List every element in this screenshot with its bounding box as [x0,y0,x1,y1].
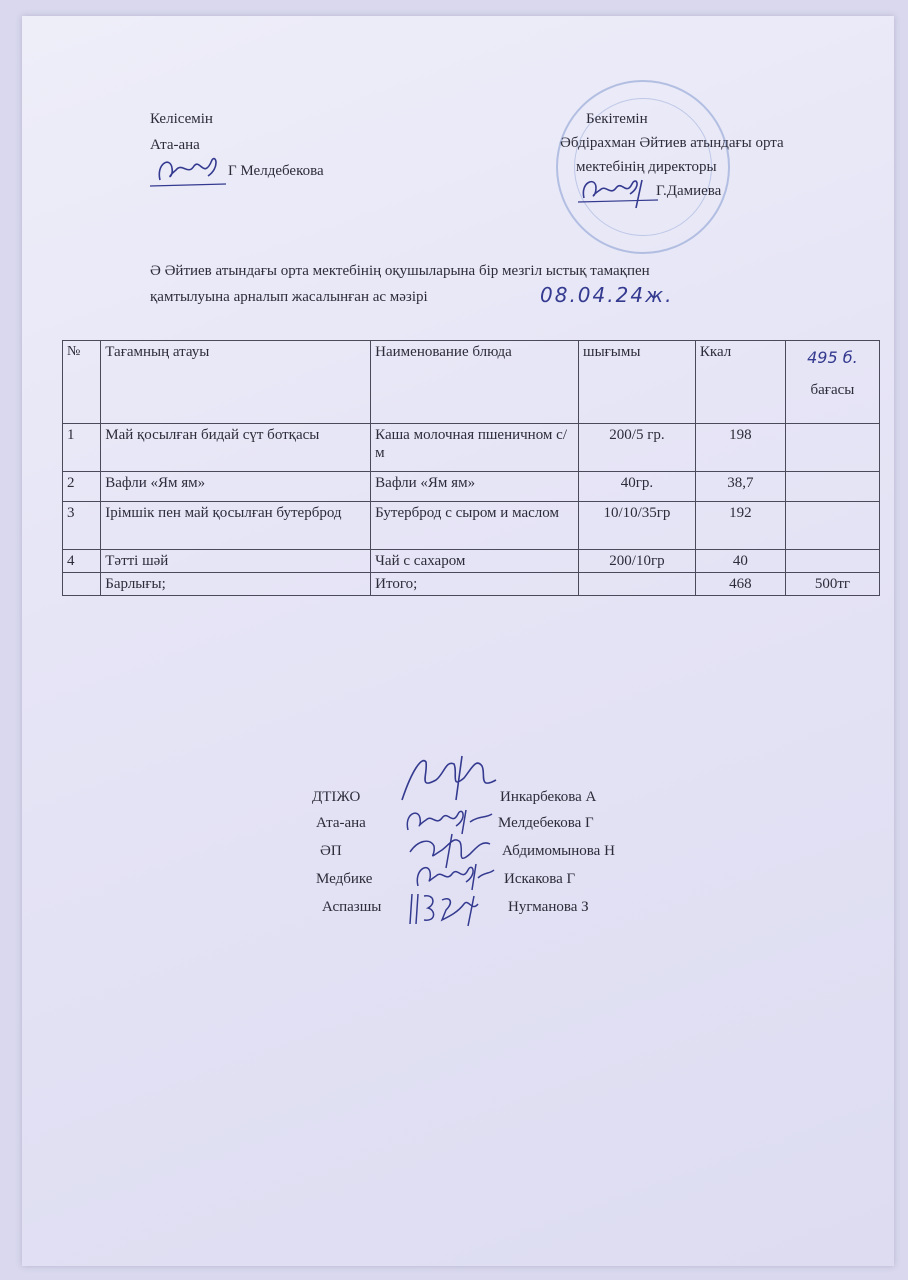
row-price [785,550,879,573]
approved-signature [572,172,662,212]
row-output: 200/10гр [579,550,696,573]
header-kcal: Ккал [695,341,785,424]
header-dish-ru: Наименование блюда [371,341,579,424]
signatory-name: Инкарбекова А [500,789,597,805]
heading-line1: Ә Әйтиев атындағы орта мектебінің оқушыларына бір мезгіл ыстық тамақпен [150,263,650,279]
menu-table [62,340,880,596]
row-dish-ru: Чай с сахаром [371,550,579,573]
signatory-role: Аспазшы [322,899,382,915]
row-output: 10/10/35гр [579,502,696,550]
row-kcal: 40 [695,550,785,573]
handwritten-date: 08.04.24ж. [540,283,674,307]
table-row [63,502,880,550]
row-price [785,472,879,502]
row-dish-kz: Вафли «Ям ям» [101,472,371,502]
row-kcal: 192 [695,502,785,550]
document-page [22,16,894,1266]
row-dish-ru: Бутерброд с сыром и маслом [371,502,579,550]
header-dish-kz: Тағамның атауы [101,341,371,424]
table-row [63,472,880,502]
signatory-name: Абдимомынова Н [502,843,615,859]
signature-5 [406,890,498,930]
row-dish-kz: Ірімшік пен май қосылған бутерброд [101,502,371,550]
signatory-role: Ата-ана [316,815,366,831]
agreed-name: Г Мелдебекова [228,163,324,179]
row-output: 200/5 гр. [579,424,696,472]
agreed-role: Ата-ана [150,137,200,153]
row-num: 1 [63,424,101,472]
approved-line1: Әбдірахман Әйтиев атындағы орта [560,135,784,151]
total-output [579,573,696,596]
approved-title: Бекітемін [586,111,648,127]
table-header-row [63,341,880,424]
row-kcal: 198 [695,424,785,472]
row-price [785,424,879,472]
signatory-name: Искакова Г [504,871,576,887]
heading-line2: қамтылуына арналып жасалынған ас мәзірі [150,289,428,305]
signatory-role: ӘП [320,843,342,859]
signatory-role: ДТІЖО [312,789,361,805]
total-kcal: 468 [695,573,785,596]
signatory-role: Медбике [316,871,373,887]
price-handwritten-note: 495 б. [807,348,858,367]
approved-name: Г.Дамиева [656,183,722,199]
row-kcal: 38,7 [695,472,785,502]
signatory-name: Мелдебекова Г [498,815,594,831]
table-row [63,424,880,472]
header-num: № [63,341,101,424]
header-price-label: бағасы [810,382,855,398]
signature-4 [412,858,496,894]
signatory-name: Нугманова З [508,899,589,915]
signature-1 [392,750,510,806]
row-dish-kz: Май қосылған бидай сүт ботқасы [101,424,371,472]
row-dish-ru: Каша молочная пшеничном с/м [371,424,579,472]
row-num: 3 [63,502,101,550]
total-num [63,573,101,596]
approved-line2: мектебінің директоры [576,159,717,175]
header-output: шығымы [579,341,696,424]
table-total-row [63,573,880,596]
row-num: 4 [63,550,101,573]
row-dish-ru: Вафли «Ям ям» [371,472,579,502]
total-label-kz: Барлығы; [101,573,371,596]
row-price [785,502,879,550]
row-num: 2 [63,472,101,502]
total-price: 500тг [785,573,879,596]
total-label-ru: Итого; [371,573,579,596]
row-output: 40гр. [579,472,696,502]
table-row [63,550,880,573]
agreed-title: Келісемін [150,111,213,127]
row-dish-kz: Тәтті шәй [101,550,371,573]
agreed-signature [146,150,230,192]
header-price [785,341,879,424]
